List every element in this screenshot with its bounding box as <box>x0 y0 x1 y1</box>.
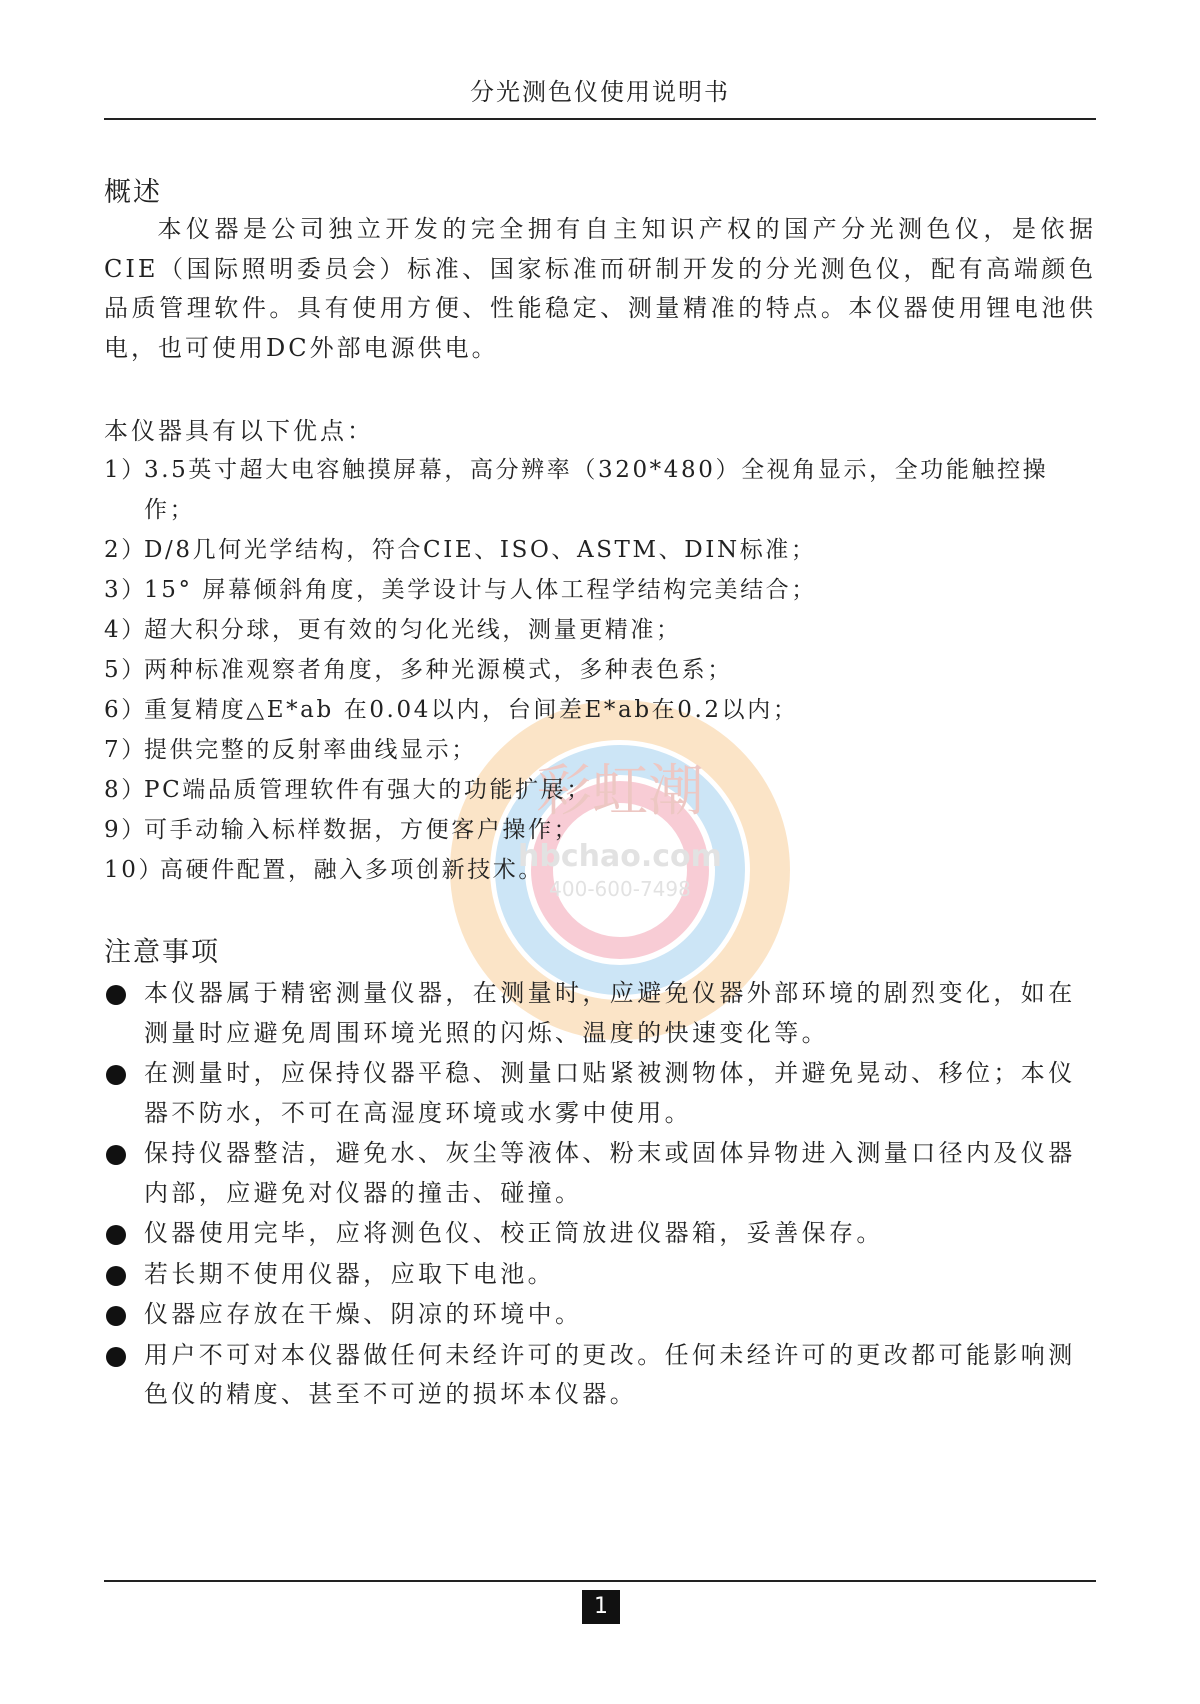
advantage-item <box>104 451 1096 530</box>
note-text: 保持仪器整洁，避免水、灰尘等液体、粉末或固体异物进入测量口径内及仪器内部，应避免对仪器的撞击、碰撞。 <box>144 1139 1076 1207</box>
advantages-intro: 本仪器具有以下优点： <box>104 417 374 445</box>
advantage-item <box>104 731 1096 771</box>
advantage-number: 3） <box>104 576 147 603</box>
advantage-number: 1） <box>104 457 147 483</box>
watermark-site: hbchao.com <box>518 839 722 874</box>
advantage-number: 10） <box>104 856 165 883</box>
advantage-number: 5） <box>104 656 147 683</box>
advantage-number: 2） <box>104 536 147 563</box>
notes-heading: 注意事项 <box>104 937 220 968</box>
advantage-text: 高硬件配置，融入多项创新技术。 <box>160 856 544 883</box>
advantage-text: 两种标准观察者角度，多种光源模式，多种表色系； <box>144 656 733 683</box>
advantage-number: 6） <box>104 696 147 723</box>
note-item <box>104 1255 1096 1295</box>
note-item <box>104 1214 1096 1254</box>
advantage-text: 重复精度△E*ab 在0.04以内，台间差E*ab在0.2以内； <box>144 696 799 723</box>
note-text: 仪器使用完毕，应将测色仪、校正筒放进仪器箱，妥善保存。 <box>144 1219 884 1247</box>
note-text: 本仪器属于精密测量仪器，在测量时，应避免仪器外部环境的剧烈变化，如在测量时应避免周围环境光照的闪烁、温度的快速变化等。 <box>144 979 1076 1047</box>
document-header-title: 分光测色仪使用说明书 <box>470 78 730 106</box>
note-text: 在测量时，应保持仪器平稳、测量口贴紧被测物体，并避免晃动、移位；本仪器不防水，不可在高湿度环境或水雾中使用。 <box>144 1059 1076 1127</box>
advantage-text: 15° 屏幕倾斜角度，美学设计与人体工程学结构完美结合； <box>144 576 817 603</box>
overview-heading: 概述 <box>104 177 162 208</box>
advantage-text: D/8几何光学结构，符合CIE、ISO、ASTM、DIN标准； <box>144 536 817 563</box>
advantage-item <box>104 771 1096 811</box>
note-item <box>104 974 1096 1053</box>
advantage-item <box>104 611 1096 651</box>
advantage-number: 9） <box>104 816 147 843</box>
footer-divider <box>104 1580 1096 1582</box>
page-number: 1 <box>582 1590 620 1624</box>
advantage-item <box>104 691 1096 731</box>
advantage-item <box>104 851 1096 891</box>
advantage-item <box>104 811 1096 851</box>
advantages-list <box>104 451 1096 891</box>
watermark-brand: 彩虹潮 <box>536 759 704 824</box>
note-text: 若长期不使用仪器，应取下电池。 <box>144 1259 555 1288</box>
note-text: 用户不可对本仪器做任何未经许可的更改。任何未经许可的更改都可能影响测色仪的精度、甚至不可逆的损坏本仪器。 <box>144 1340 1076 1408</box>
advantage-text: 3.5英寸超大电容触摸屏幕，高分辨率（320*480）全视角显示，全功能触控操作； <box>144 457 1049 523</box>
advantage-text: 超大积分球，更有效的匀化光线，测量更精准； <box>144 616 682 643</box>
advantage-item <box>104 571 1096 611</box>
bullet-icon <box>106 1347 126 1367</box>
bullet-icon <box>106 1145 126 1165</box>
overview-text: 本仪器是公司独立开发的完全拥有自主知识产权的国产分光测色仪，是依据CIE（国际照明委员会）标准、国家标准而研制开发的分光测色仪，配有高端颜色品质管理软件。具有使用方便、性能稳定、测量精准的特点。本仪器使用锂电池供电，也可使用DC外部电源供电。 <box>104 215 1096 362</box>
bullet-icon <box>106 985 126 1005</box>
note-item <box>104 1336 1096 1415</box>
note-item <box>104 1134 1096 1213</box>
advantage-number: 7） <box>104 736 147 763</box>
advantage-text: 提供完整的反射率曲线显示； <box>144 736 477 763</box>
advantage-text: 可手动输入标样数据，方便客户操作； <box>144 816 580 843</box>
advantage-item <box>104 651 1096 691</box>
watermark-phone: 400-600-7498 <box>549 877 691 901</box>
bullet-icon <box>106 1266 126 1286</box>
note-text: 仪器应存放在干燥、阴凉的环境中。 <box>144 1300 583 1328</box>
advantage-number: 4） <box>104 616 147 643</box>
bullet-icon <box>106 1306 126 1326</box>
notes-list <box>104 974 1096 1416</box>
note-item <box>104 1054 1096 1133</box>
advantage-text: PC端品质管理软件有强大的功能扩展； <box>144 776 592 803</box>
advantage-number: 8） <box>104 776 147 803</box>
overview-paragraph <box>104 210 1096 368</box>
header-divider <box>104 118 1096 120</box>
bullet-icon <box>106 1225 126 1245</box>
note-item <box>104 1295 1096 1335</box>
bullet-icon <box>106 1065 126 1085</box>
advantage-item <box>104 531 1096 571</box>
